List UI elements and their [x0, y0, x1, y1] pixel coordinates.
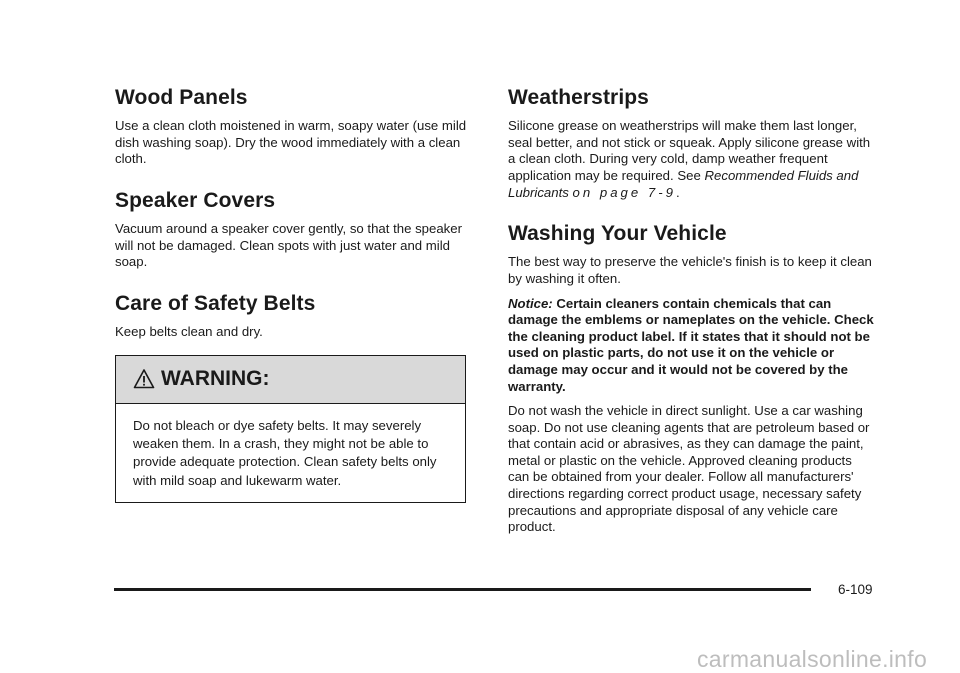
warning-header [116, 356, 465, 404]
warning-text: Do not bleach or dye safety belts. It may severely weaken them. In a crash, they might not be able to provide adequate protection. Clean safety belts only with mild soap and lukewarm water. [133, 417, 437, 488]
fluids-reference-link[interactable]: Recommended Fluids and Lubricants [508, 167, 859, 200]
speaker-covers-heading: Speaker Covers [115, 188, 276, 212]
weatherstrips-body: Silicone grease on weatherstrips will make them last longer, seal better, and not stick or squeak. Apply silicone grease with a clean cloth. During very cold, damp weather frequent application may be required. [508, 118, 871, 183]
safety-belts-heading: Care of Safety Belts [115, 291, 316, 315]
warning-title: WARNING: [161, 367, 270, 391]
warning-box [115, 355, 466, 503]
right-column [508, 80, 876, 536]
page-number: 6-109 [838, 582, 873, 597]
wood-panels-heading: Wood Panels [115, 86, 248, 109]
see-label: See [677, 167, 701, 183]
reference-end: . [675, 184, 680, 200]
speaker-covers-text: Vacuum around a speaker cover gently, so that the speaker will not be damaged. Clean spots with just water and mild soap. [115, 221, 462, 270]
notice-paragraph [508, 296, 876, 396]
fluids-reference-page[interactable]: on page 7-9 [572, 184, 676, 200]
washing-heading: Washing Your Vehicle [508, 222, 727, 246]
washing-body: Do not wash the vehicle in direct sunlight. Use a car washing soap. Do not use cleaning agents that are petroleum based or that contain acid or abrasives, as they can damage the paint, metal or plastic on the vehicle. Approved cleaning products can be obtained from your dealer. Follow all manufacturers' directions regarding correct product usage, necessary safety precautions and appropriate disposal of any vehicle care product. [508, 403, 870, 535]
weatherstrips-text [508, 118, 876, 201]
safety-belts-text: Keep belts clean and dry. [115, 324, 263, 340]
weatherstrips-heading: Weatherstrips [508, 86, 649, 109]
warning-body [116, 404, 465, 502]
washing-intro: The best way to preserve the vehicle's finish is to keep it clean by washing it often. [508, 254, 872, 286]
notice-label: Notice: [508, 295, 553, 311]
footer-rule [114, 588, 811, 591]
left-column [115, 80, 479, 503]
wood-panels-text: Use a clean cloth moistened in warm, soapy water (use mild dish washing soap). Dry the wood immediately with a clean cloth. [115, 118, 467, 167]
watermark: carmanualsonline.info [697, 646, 928, 672]
notice-text: Certain cleaners contain chemicals that can damage the emblems or nameplates on the vehicle. Check the cleaning product label. If it states that it should not be used on plastic parts, do not use it on the vehicle or damage may occur and it would not be covered by the warranty. [508, 295, 874, 394]
warning-triangle-icon [133, 368, 155, 390]
